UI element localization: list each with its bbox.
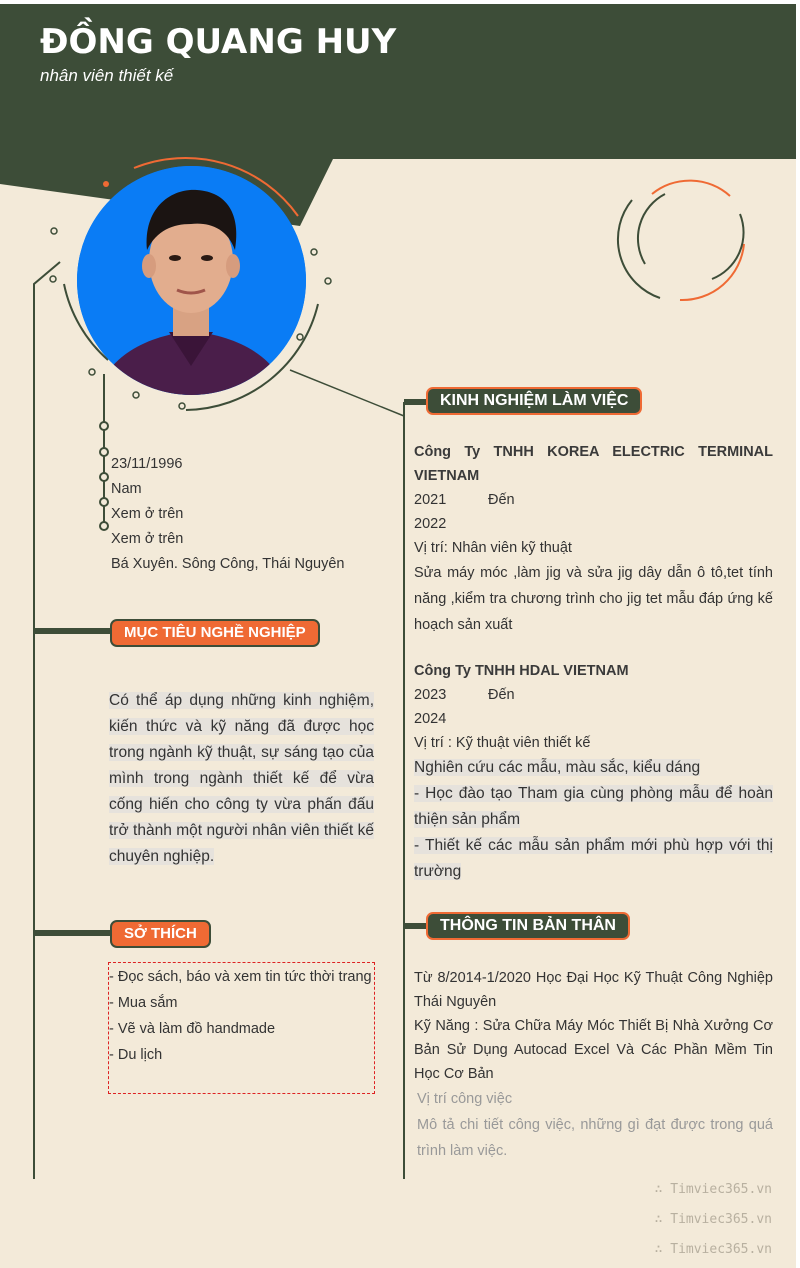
list-item: - Đọc sách, báo và xem tin tức thời trang <box>109 969 372 985</box>
email: Xem ở trên <box>111 531 184 547</box>
watermark: ∴ Timviec365.vn <box>654 1182 772 1197</box>
skills-text: Kỹ Năng : Sửa Chữa Máy Móc Thiết Bị Nhà Xưởng Cơ Bản Sử Dụng Autocad Excel Và Các Phần Mềm Tin Học Cơ Bản <box>414 1018 773 1082</box>
objective-text: Có thể áp dụng những kinh nghiệm, kiến thức và kỹ năng đã được học trong ngành kỹ thuật, sự sáng tạo của mình trong ngành thiết kế để vừa cống hiến cho công ty vừa phấn đấu trở thành một người nhân viên thiết kế chuyên nghiệp. <box>109 692 374 865</box>
experience-item-2 <box>414 659 773 885</box>
candidate-job-title: nhân viên thiết kế <box>40 66 174 85</box>
experience-end-date: 2024 <box>414 711 447 727</box>
birthdate: 23/11/1996 <box>111 456 183 472</box>
list-item: - Mua sắm <box>109 995 178 1011</box>
about-heading: THÔNG TIN BẢN THÂN <box>426 912 630 940</box>
list-item: - Vẽ và làm đồ handmade <box>109 1021 276 1037</box>
experience-heading: KINH NGHIỆM LÀM VIỆC <box>426 387 642 415</box>
objective-heading: MỤC TIÊU NGHỀ NGHIỆP <box>110 619 320 647</box>
experience-dates: 2021 Đến <box>414 492 515 508</box>
position-placeholder: Vị trí công việc <box>417 1091 513 1107</box>
experience-line: Nghiên cứu các mẫu, màu sắc, kiểu dáng <box>414 759 701 776</box>
watermark: ∴ Timviec365.vn <box>654 1242 772 1257</box>
experience-position: Vị trí : Kỹ thuật viên thiết kế <box>414 735 591 751</box>
about-content <box>414 966 773 1164</box>
watermark: ∴ Timviec365.vn <box>654 1212 772 1227</box>
candidate-name: ĐỒNG QUANG HUY <box>40 22 397 62</box>
hobbies-heading: SỞ THÍCH <box>110 920 211 948</box>
phone: Xem ở trên <box>111 506 184 522</box>
avatar <box>77 166 306 395</box>
education-text: Từ 8/2014-1/2020 Học Đại Học Kỹ Thuật Công Nghiệp Thái Nguyên <box>414 970 773 1010</box>
experience-line: - Học đào tạo Tham gia cùng phòng mẫu để hoàn thiện sản phẩm <box>414 785 773 828</box>
experience-item-1 <box>414 440 773 638</box>
description-placeholder: Mô tả chi tiết công việc, những gì đạt được trong quá trình làm việc. <box>417 1117 773 1159</box>
experience-line: - Thiết kế các mẫu sản phẩm mới phù hợp với thị trường <box>414 837 773 880</box>
experience-end-date: 2022 <box>414 516 447 532</box>
cv-page <box>0 4 796 1268</box>
gender: Nam <box>111 481 142 497</box>
experience-position: Vị trí: Nhân viên kỹ thuật <box>414 540 572 556</box>
hobbies-list <box>108 962 375 1094</box>
list-item: - Du lịch <box>109 1047 163 1063</box>
experience-dates: 2023 Đến <box>414 687 515 703</box>
address: Bá Xuyên. Sông Công, Thái Nguyên <box>111 556 345 572</box>
company-name: Công Ty TNHH KOREA ELECTRIC TERMINAL VIETNAM <box>414 444 773 484</box>
company-name: Công Ty TNHH HDAL VIETNAM <box>414 663 629 679</box>
experience-description: Sửa máy móc ,làm jig và sửa jig dây dẫn ô tô,tet tính năng ,kiểm tra chương trình cho jig tet mẫu đáp ứng kế hoạch sản xuất <box>414 565 773 633</box>
avatar-portrait-icon <box>77 166 306 395</box>
